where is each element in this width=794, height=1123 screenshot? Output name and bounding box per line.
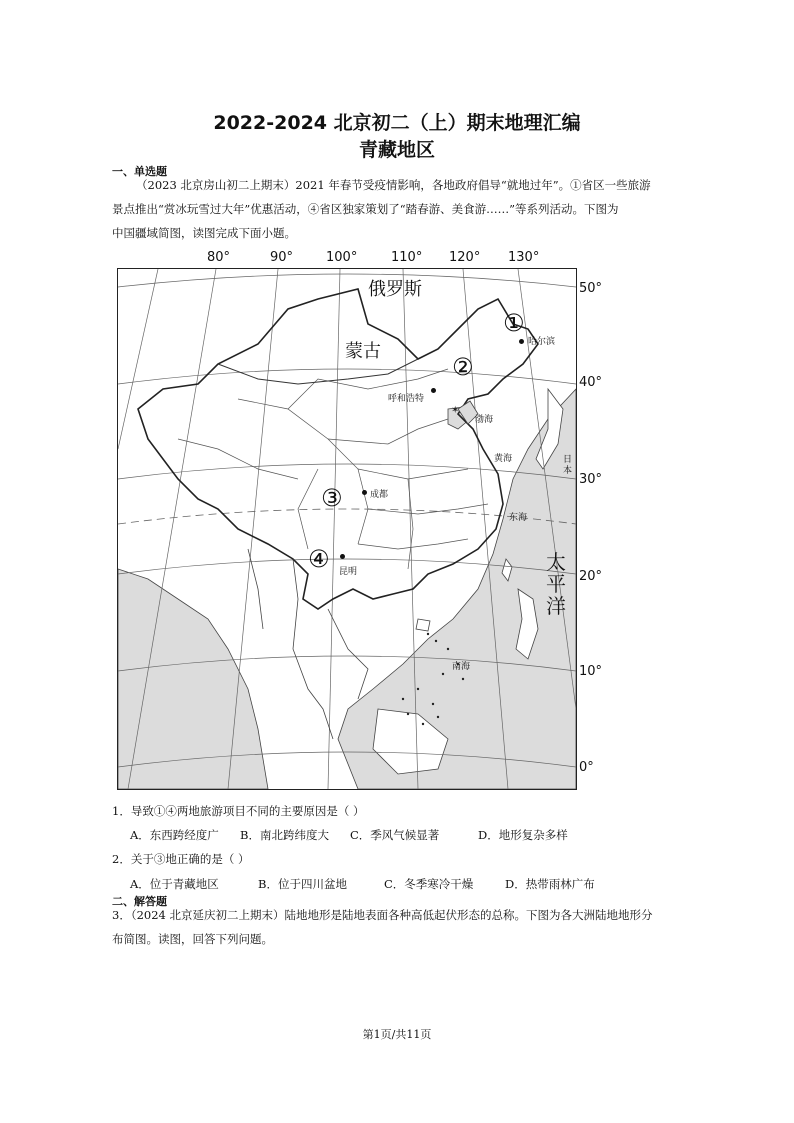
page-footer: 第1页/共11页 (362, 1028, 432, 1041)
latitude-label: 10° (579, 664, 603, 679)
intro-line-1: （2023 北京房山初二上期末）2021 年春节受疫情影响，各地政府倡导“就地过年”。①省区一些旅游 (136, 178, 651, 192)
latitude-label: 30° (579, 472, 603, 487)
china-territory-map (117, 268, 577, 790)
question-1: 1．导致①④两地旅游项目不同的主要原因是（ ） (112, 804, 365, 818)
intro-line-3: 中国疆域简图，读图完成下面小题。 (112, 226, 296, 240)
longitude-label: 130° (508, 250, 540, 265)
latitude-label: 50° (579, 281, 603, 296)
longitude-label: 100° (326, 250, 358, 265)
marker-2: ② (452, 353, 474, 381)
latitude-label: 0° (579, 760, 594, 775)
longitude-label: 90° (270, 250, 294, 265)
svg-text:✶: ✶ (451, 405, 460, 416)
q1-option-b: B．南北跨纬度大 (240, 828, 329, 842)
q2-option-c: C．冬季寒冷干燥 (384, 877, 474, 891)
section-heading-answer: 二、解答题 (112, 895, 167, 908)
label-yellow-sea: 黄海 (494, 454, 513, 464)
q2-option-d: D．热带雨林广布 (505, 877, 595, 891)
q1-option-c: C．季风气候显著 (350, 828, 440, 842)
label-pacific-3: 洋 (546, 594, 566, 618)
q1-option-d: D．地形复杂多样 (478, 828, 568, 842)
marker-3: ③ (321, 484, 343, 512)
city-dot-hohhot (431, 388, 436, 393)
longitude-label: 80° (207, 250, 231, 265)
page-title: 2022-2024 北京初二（上）期末地理汇编 (213, 112, 581, 134)
intro-paragraph (112, 173, 752, 245)
question-3-line-2: 布简图。读图，回答下列问题。 (112, 932, 273, 946)
label-bohai: 渤海 (475, 415, 494, 425)
label-pacific (546, 551, 566, 617)
label-mongolia: 蒙古 (345, 341, 381, 362)
section-heading-single-choice: 一、单选题 (112, 165, 167, 178)
page-subtitle: 青藏地区 (358, 139, 435, 161)
label-harbin: 哈尔滨 (528, 337, 556, 347)
label-kunming: 昆明 (339, 567, 358, 577)
city-dot-chengdu (362, 490, 367, 495)
longitude-label: 110° (391, 250, 423, 265)
marker-1: ① (503, 309, 525, 337)
label-pacific-2: 平 (546, 572, 566, 596)
question-3 (112, 903, 752, 951)
label-japan-1: 日 (563, 455, 573, 465)
intro-line-2: 景点推出“赏冰玩雪过大年”优惠活动，④省区独家策划了“踏春游、美食游……”等系列活动。下图为 (112, 202, 619, 216)
city-dot-harbin (519, 339, 524, 344)
question-3-line-1: 3．（2024 北京延庆初二上期末）陆地地形是陆地表面各种高低起伏形态的总称。下图为各大洲陆地地形分 (112, 908, 653, 922)
label-east-sea: 东海 (509, 513, 528, 523)
q2-option-a: A．位于青藏地区 (130, 877, 219, 891)
latitude-label: 40° (579, 375, 603, 390)
marker-4: ④ (308, 545, 330, 573)
question-2: 2．关于③地正确的是（ ） (112, 852, 250, 866)
q2-option-b: B．位于四川盆地 (258, 877, 347, 891)
longitude-label: 120° (449, 250, 481, 265)
label-japan (563, 455, 572, 477)
latitude-label: 20° (579, 569, 603, 584)
label-chengdu: 成都 (370, 490, 389, 500)
label-south-sea: 南海 (452, 662, 471, 672)
label-pacific-1: 太 (546, 550, 566, 574)
q1-option-a: A．东西跨经度广 (130, 828, 219, 842)
label-hohhot: 呼和浩特 (388, 394, 425, 404)
label-russia: 俄罗斯 (368, 279, 422, 300)
city-dot-kunming (340, 554, 345, 559)
label-japan-2: 本 (563, 466, 573, 476)
